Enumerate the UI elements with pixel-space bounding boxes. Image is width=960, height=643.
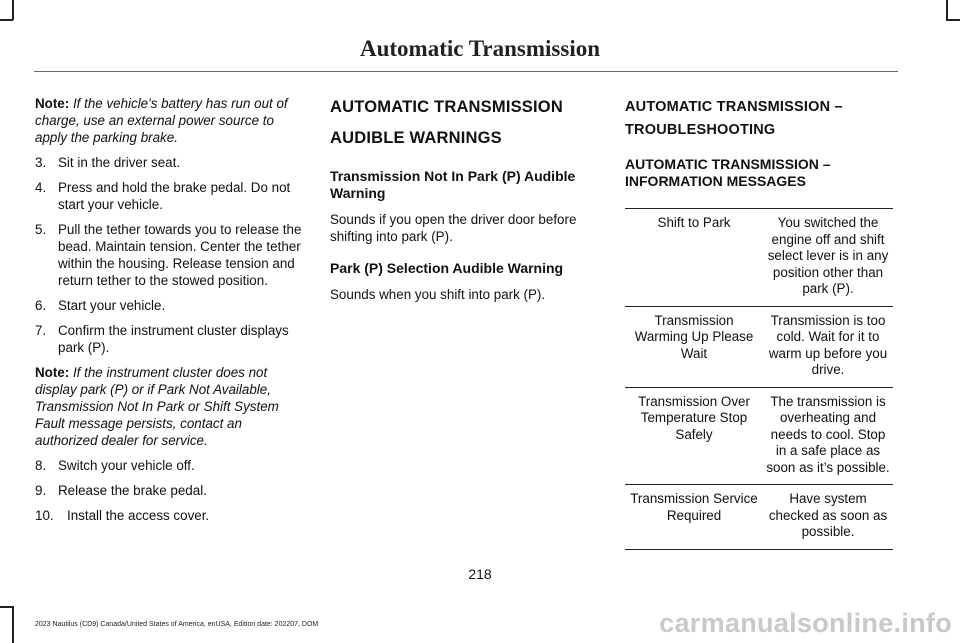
crop-mark-top-left-v [12, 0, 14, 20]
column-middle [330, 95, 595, 318]
paragraph-park-selection: Sounds when you shift into park (P). [330, 287, 546, 302]
note-text: If the vehicle's battery has run out of charge, use an external power source to apply the parking brake. [35, 96, 288, 145]
action-cell: The transmission is overheating and needs to cool. Stop in a safe place as soon as it’s possible. [766, 393, 890, 475]
list-item [35, 179, 303, 213]
header-divider [34, 71, 898, 72]
list-item [35, 482, 303, 499]
steps-list-a [35, 154, 303, 356]
step-number: 7. [35, 323, 47, 338]
list-item [35, 457, 303, 474]
list-item [35, 507, 303, 524]
subheading-not-in-park: Transmission Not In Park (P) Audible Warning [330, 168, 576, 201]
list-item [35, 297, 303, 314]
information-messages-table [625, 208, 893, 550]
crop-mark-top-right-h [946, 19, 960, 21]
heading-line: TROUBLESHOOTING [625, 122, 776, 138]
note-battery [35, 95, 303, 146]
page-header-title: Automatic Transmission [359, 36, 601, 61]
list-item [35, 322, 303, 356]
table-row [625, 306, 893, 387]
table-row [625, 485, 893, 550]
subheading-information-messages: AUTOMATIC TRANSMISSION – INFORMATION MESSAGES [625, 156, 831, 189]
list-item [35, 154, 303, 171]
note-label: Note: [35, 365, 70, 380]
note-instrument-cluster [35, 364, 303, 449]
table-row [625, 387, 893, 485]
step-number: 6. [35, 298, 47, 313]
section-heading-audible-warnings [330, 97, 595, 148]
step-text: Release the brake pedal. [58, 483, 207, 498]
steps-list-b [35, 457, 303, 524]
crop-mark-bottom-left-h [0, 606, 13, 608]
step-number: 5. [35, 222, 47, 237]
step-number: 10. [35, 508, 54, 523]
step-text: Press and hold the brake pedal. Do not start your vehicle. [58, 180, 291, 212]
action-cell: Have system checked as soon as possible. [768, 491, 888, 539]
step-number: 9. [35, 483, 47, 498]
column-left [35, 95, 303, 532]
step-text: Switch your vehicle off. [58, 458, 195, 473]
crop-mark-top-left-h [0, 19, 13, 21]
table-row [625, 209, 893, 307]
section-heading-troubleshooting [625, 97, 895, 140]
page-number: 218 [468, 566, 492, 582]
heading-line: AUTOMATIC TRANSMISSION [330, 98, 563, 116]
note-text: If the instrument cluster does not display park (P) or if Park Not Available, Transmission Not In Park or Shift System Fault message persists, contact an authorized dealer for service. [35, 365, 279, 448]
action-cell: Transmission is too cold. Wait for it to warm up before you drive. [768, 312, 888, 377]
crop-mark-bottom-left-v [12, 606, 14, 643]
step-number: 4. [35, 180, 47, 195]
action-cell: You switched the engine off and shift select lever is in any position other than park (P). [767, 215, 889, 296]
column-right [625, 95, 895, 550]
heading-line: AUTOMATIC TRANSMISSION – [625, 99, 843, 115]
step-text: Start your vehicle. [58, 298, 166, 313]
crop-mark-top-right-v [946, 0, 948, 20]
step-number: 3. [35, 155, 47, 170]
message-cell: Transmission Over Temperature Stop Safely [638, 393, 750, 442]
paragraph-not-in-park: Sounds if you open the driver door before shifting into park (P). [330, 212, 577, 244]
heading-line: AUDIBLE WARNINGS [330, 129, 502, 147]
note-label: Note: [35, 96, 70, 111]
step-text: Confirm the instrument cluster displays park (P). [58, 323, 289, 355]
footer-edition-info: 2023 Nautilus (CD9) Canada/United States of America, enUSA, Edition date: 202207, DOM [35, 621, 319, 628]
step-text: Sit in the driver seat. [58, 155, 181, 170]
message-cell: Shift to Park [657, 215, 731, 230]
message-cell: Transmission Service Required [630, 491, 758, 523]
list-item [35, 221, 303, 289]
subheading-park-selection: Park (P) Selection Audible Warning [330, 260, 564, 276]
step-text: Pull the tether towards you to release the bead. Maintain tension. Center the tether within the housing. Release tension and return tether to the stowed position. [58, 222, 302, 288]
step-text: Install the access cover. [67, 508, 210, 523]
watermark: carmanualsonline.info [659, 608, 952, 638]
step-number: 8. [35, 458, 47, 473]
message-cell: Transmission Warming Up Please Wait [634, 312, 754, 361]
